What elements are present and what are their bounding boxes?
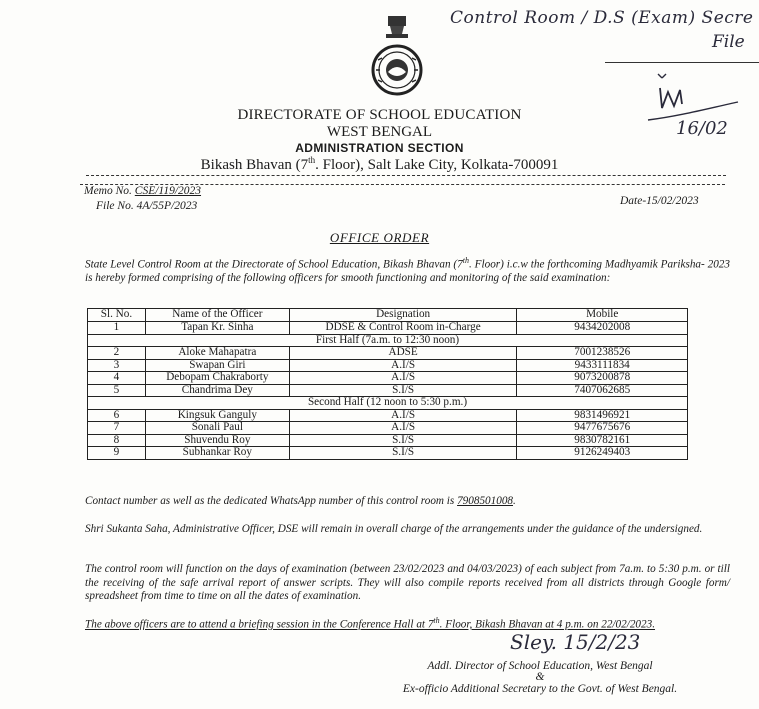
cell-mobile: 9831496921	[517, 409, 688, 422]
charge-paragraph: Shri Sukanta Saha, Administrative Officer, DSE will remain in overall charge of the arrangements under the guidance of the undersigned.	[85, 523, 703, 535]
col-header-name: Name of the Officer	[145, 309, 289, 322]
function-paragraph: The control room will function on the days of examination (between 23/02/2023 and 04/03/2023) of each subject from 7a.m. to 5:30 p.m. or till the receiving of the safe arrival report of answer scripts. They will also compile reports received from all districts through Google form/ spreadsheet from time to time on all the dates of examination.	[85, 563, 730, 603]
cell-designation: A.I/S	[289, 372, 517, 385]
cell-designation: S.I/S	[289, 447, 517, 460]
handwritten-note: Control Room / D.S (Exam) Secre	[450, 8, 754, 28]
cell-name: Kingsuk Ganguly	[145, 409, 289, 422]
cell-designation: A.I/S	[289, 409, 517, 422]
cell-sl: 9	[88, 447, 146, 460]
briefing-paragraph: The above officers are to attend a briefing session in the Conference Hall at 7th. Floor, Bikash Bhavan at 4 p.m. on 22/02/2023.	[85, 616, 656, 631]
cell-mobile: 9073200878	[517, 372, 688, 385]
table-header-row	[88, 309, 688, 322]
table-row	[88, 422, 688, 435]
group-label: Second Half (12 noon to 5:30 p.m.)	[88, 397, 688, 410]
col-header-designation: Designation	[289, 309, 517, 322]
intro-paragraph: State Level Control Room at the Directorate of School Education, Bikash Bhavan (7th. Floor) i.c.w the forthcoming Madhyamik Pariksha- 2023 is hereby formed comprising of the following officers for smooth functioning and monitoring of the said examination:	[85, 256, 730, 285]
cell-mobile: 9434202008	[517, 322, 688, 335]
order-date: Date-15/02/2023	[620, 195, 699, 207]
group-header-first-half	[88, 334, 688, 347]
table-row	[88, 434, 688, 447]
cell-designation: S.I/S	[289, 384, 517, 397]
cell-mobile: 9477675676	[517, 422, 688, 435]
officers-table	[87, 308, 688, 460]
cell-name: Subhankar Roy	[145, 447, 289, 460]
cell-designation: S.I/S	[289, 434, 517, 447]
org-state: WEST BENGAL	[326, 124, 433, 140]
signature: Sley. 15/2/23	[510, 630, 641, 654]
address: Bikash Bhavan (7th. Floor), Salt Lake City, Kolkata-700091	[200, 155, 559, 173]
col-header-mobile: Mobile	[517, 309, 688, 322]
table-row	[88, 409, 688, 422]
signatory-amp: &	[535, 671, 545, 683]
cell-name: Shuvendu Roy	[145, 434, 289, 447]
handwritten-underline	[605, 62, 759, 63]
signatory-block	[360, 660, 720, 695]
cell-name: Aloke Mahapatra	[145, 347, 289, 360]
group-header-second-half	[88, 397, 688, 410]
cell-mobile: 7407062685	[517, 384, 688, 397]
org-title: DIRECTORATE OF SCHOOL EDUCATION	[237, 107, 522, 123]
col-header-sl: Sl. No.	[88, 309, 146, 322]
cell-name: Tapan Kr. Sinha	[145, 322, 289, 335]
cell-designation: A.I/S	[289, 422, 517, 435]
cell-name: Swapan Giri	[145, 359, 289, 372]
table-row	[88, 322, 688, 335]
cell-mobile: 9433111834	[517, 359, 688, 372]
table-row	[88, 447, 688, 460]
cell-sl: 5	[88, 384, 146, 397]
cell-name: Chandrima Dey	[145, 384, 289, 397]
state-emblem-icon	[368, 14, 426, 104]
section-name: ADMINISTRATION SECTION	[295, 141, 464, 155]
cell-sl: 2	[88, 347, 146, 360]
page-title: OFFICE ORDER	[329, 230, 430, 245]
cell-sl: 3	[88, 359, 146, 372]
group-label: First Half (7a.m. to 12:30 noon)	[88, 334, 688, 347]
signatory-line1: Addl. Director of School Education, West Bengal	[427, 660, 653, 672]
cell-name: Debopam Chakraborty	[145, 372, 289, 385]
cell-mobile: 9830782161	[517, 434, 688, 447]
cell-mobile: 9126249403	[517, 447, 688, 460]
cell-sl: 8	[88, 434, 146, 447]
cell-designation: DDSE & Control Room in-Charge	[289, 322, 517, 335]
table-row	[88, 372, 688, 385]
header-rule-top	[86, 175, 726, 176]
control-room-number: 7908501008	[457, 495, 513, 507]
cell-name: Sonali Paul	[145, 422, 289, 435]
cell-sl: 4	[88, 372, 146, 385]
signatory-line2: Ex-officio Additional Secretary to the Govt. of West Bengal.	[402, 683, 678, 695]
file-number: File No. 4A/55P/2023	[96, 200, 198, 212]
handwritten-initial-date: 16/02	[676, 118, 728, 139]
cell-sl: 1	[88, 322, 146, 335]
memo-number: Memo No. CSE/119/2023	[84, 185, 202, 197]
cell-designation: A.I/S	[289, 359, 517, 372]
contact-paragraph: Contact number as well as the dedicated WhatsApp number of this control room is 7908501008.	[85, 495, 516, 507]
cell-sl: 7	[88, 422, 146, 435]
cell-designation: ADSE	[289, 347, 517, 360]
table-row	[88, 384, 688, 397]
cell-mobile: 7001238526	[517, 347, 688, 360]
table-row	[88, 347, 688, 360]
table-row	[88, 359, 688, 372]
cell-sl: 6	[88, 409, 146, 422]
handwritten-note-file: File	[712, 32, 745, 52]
